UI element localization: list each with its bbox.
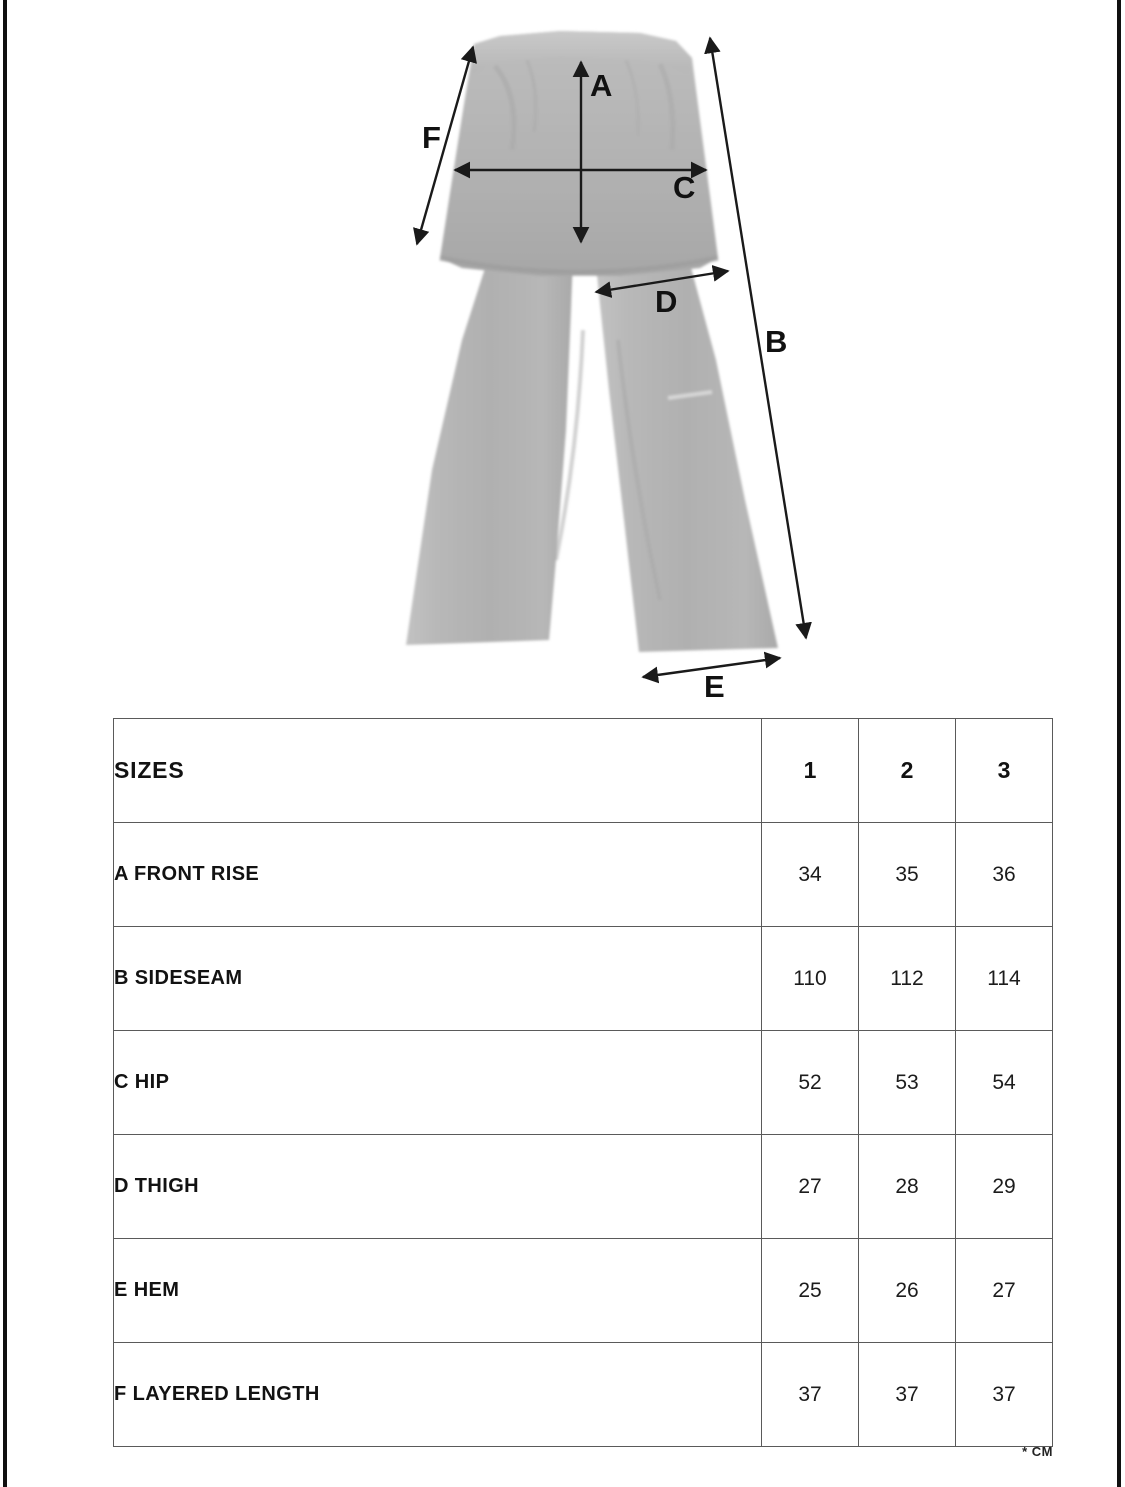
cell-thigh-size-2: 28 (859, 1135, 956, 1239)
cell-front-rise-size-1: 34 (762, 823, 859, 927)
cell-hip-size-2: 53 (859, 1031, 956, 1135)
table-row (114, 927, 1053, 1031)
cell-front-rise-size-2: 35 (859, 823, 956, 927)
cell-thigh-size-1: 27 (762, 1135, 859, 1239)
header-sizes-label: SIZES (114, 719, 762, 823)
cell-hem-size-2: 26 (859, 1239, 956, 1343)
row-label-hem: E HEM (114, 1239, 762, 1343)
row-label-layered-length: F LAYERED LENGTH (114, 1343, 762, 1447)
table-header-row (114, 719, 1053, 823)
cell-sideseam-size-3: 114 (956, 927, 1053, 1031)
row-label-front-rise: A FRONT RISE (114, 823, 762, 927)
callout-label-d: D (655, 284, 678, 319)
callout-label-e: E (704, 669, 725, 704)
cell-front-rise-size-3: 36 (956, 823, 1053, 927)
cell-sideseam-size-2: 112 (859, 927, 956, 1031)
garment-illustration (406, 31, 778, 652)
header-size-2: 2 (859, 719, 956, 823)
cell-hip-size-1: 52 (762, 1031, 859, 1135)
table-row (114, 823, 1053, 927)
table-row (114, 1031, 1053, 1135)
cell-layered-length-size-3: 37 (956, 1343, 1053, 1447)
callout-label-f: F (422, 120, 441, 155)
callout-label-a: A (590, 68, 613, 103)
callout-label-c: C (673, 170, 696, 205)
cell-layered-length-size-2: 37 (859, 1343, 956, 1447)
row-label-hip: C HIP (114, 1031, 762, 1135)
table-row (114, 1239, 1053, 1343)
garment-diagram (0, 0, 1125, 712)
cell-sideseam-size-1: 110 (762, 927, 859, 1031)
table-row (114, 1343, 1053, 1447)
cell-hem-size-3: 27 (956, 1239, 1053, 1343)
size-chart-table (113, 718, 1053, 1447)
row-label-sideseam: B SIDESEAM (114, 927, 762, 1031)
cell-thigh-size-3: 29 (956, 1135, 1053, 1239)
cell-hem-size-1: 25 (762, 1239, 859, 1343)
row-label-thigh: D THIGH (114, 1135, 762, 1239)
callout-e-hem (643, 658, 780, 704)
cell-hip-size-3: 54 (956, 1031, 1053, 1135)
table-row (114, 1135, 1053, 1239)
callout-label-b: B (765, 324, 788, 359)
header-size-1: 1 (762, 719, 859, 823)
header-size-3: 3 (956, 719, 1053, 823)
cell-layered-length-size-1: 37 (762, 1343, 859, 1447)
unit-note: * CM (1022, 1444, 1053, 1459)
